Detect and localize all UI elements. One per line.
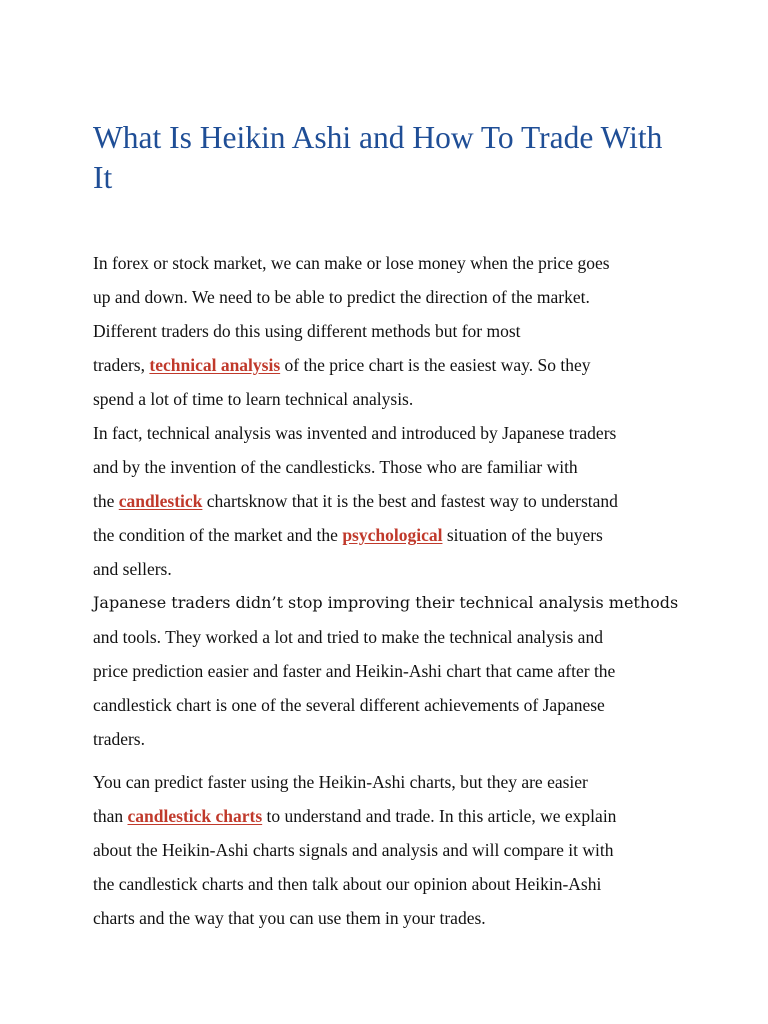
text-line-with-link <box>93 484 683 518</box>
text-line: candlestick chart is one of the several different achievements of Japanese <box>93 695 605 715</box>
text-run: to understand and trade. In this article, we explain <box>262 806 617 826</box>
text-line: and sellers. <box>93 559 172 579</box>
text-line: about the Heikin-Ashi charts signals and analysis and will compare it with <box>93 840 614 860</box>
link-candlestick-charts[interactable]: candlestick charts <box>127 806 263 826</box>
paragraph-2 <box>93 416 683 586</box>
text-run: chartsknow that it is the best and fastest way to understand <box>202 491 618 511</box>
text-line: In fact, technical analysis was invented and introduced by Japanese traders <box>93 423 617 443</box>
text-line: up and down. We need to be able to predict the direction of the market. <box>93 287 590 307</box>
text-run: situation of the buyers <box>442 525 603 545</box>
text-line: traders. <box>93 729 145 749</box>
text-line: Japanese traders didn’t stop improving their technical analysis methods <box>93 593 679 612</box>
text-run: the <box>93 491 119 511</box>
text-run: traders, <box>93 355 150 375</box>
article-body <box>93 246 683 935</box>
link-technical-analysis[interactable]: technical analysis <box>149 355 281 375</box>
article-title: What Is Heikin Ashi and How To Trade With It <box>93 120 663 195</box>
text-run: of the price chart is the easiest way. So they <box>280 355 591 375</box>
text-line-with-link <box>93 518 683 552</box>
paragraph-4 <box>93 765 683 935</box>
paragraph-3 <box>93 586 683 756</box>
text-line: charts and the way that you can use them in your trades. <box>93 908 486 928</box>
text-line-with-link <box>93 799 683 833</box>
text-line: In forex or stock market, we can make or lose money when the price goes <box>93 253 610 273</box>
text-run: than <box>93 806 128 826</box>
text-line: and tools. They worked a lot and tried to make the technical analysis and <box>93 627 603 647</box>
text-line: the candlestick charts and then talk about our opinion about Heikin-Ashi <box>93 874 602 894</box>
text-run: the condition of the market and the <box>93 525 343 545</box>
paragraph-1 <box>93 246 683 416</box>
link-psychological[interactable]: psychological <box>342 525 443 545</box>
text-line: and by the invention of the candlesticks. Those who are familiar with <box>93 457 578 477</box>
text-line: Different traders do this using different methods but for most <box>93 321 521 341</box>
text-line: price prediction easier and faster and Heikin-Ashi chart that came after the <box>93 661 616 681</box>
text-line-with-link <box>93 348 683 382</box>
text-line: spend a lot of time to learn technical analysis. <box>93 389 414 409</box>
link-candlestick[interactable]: candlestick <box>118 491 203 511</box>
text-line: You can predict faster using the Heikin-Ashi charts, but they are easier <box>93 772 588 792</box>
